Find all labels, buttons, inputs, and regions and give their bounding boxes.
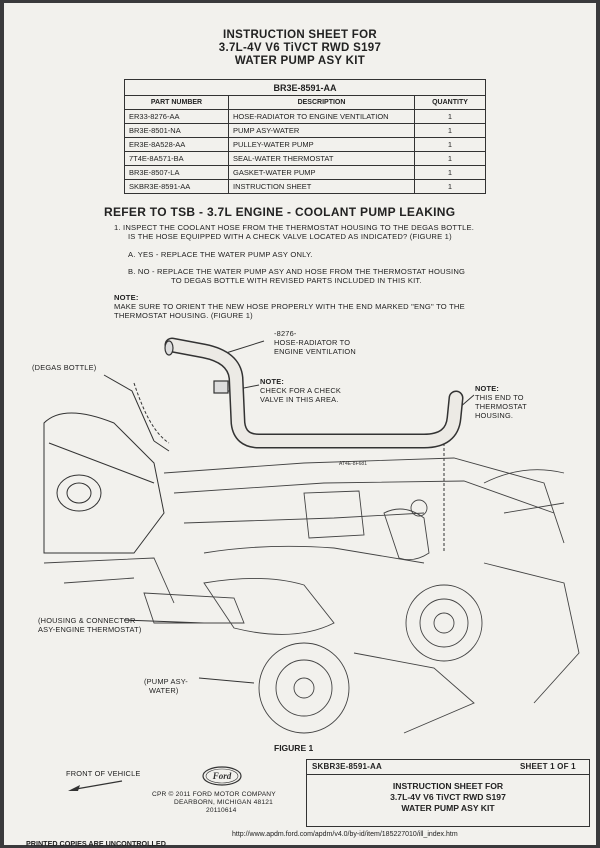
part-number-cell: ER3E-8A528-AA <box>125 138 229 152</box>
tsb-heading: REFER TO TSB - 3.7L ENGINE - COOLANT PUMP LEAKING <box>104 205 456 219</box>
degas-bottle-label: (DEGAS BOTTLE) <box>32 363 97 372</box>
description-cell: HOSE-RADIATOR TO ENGINE VENTILATION <box>229 110 415 124</box>
pump-leader-line <box>199 678 254 683</box>
title-block-line2: 3.7L-4V V6 TiVCT RWD S197 <box>390 792 506 802</box>
col-quantity: QUANTITY <box>415 96 486 110</box>
part-number-cell: SKBR3E-8591-AA <box>125 180 229 194</box>
title-block-line1: INSTRUCTION SHEET FOR <box>392 781 504 791</box>
ford-logo <box>202 766 242 786</box>
part-number-cell: BR3E-8501-NA <box>125 124 229 138</box>
pump-label-line2: WATER) <box>149 686 179 695</box>
table-row <box>125 166 486 180</box>
hose-callout-line3: ENGINE VENTILATION <box>274 347 356 356</box>
description-cell: SEAL-WATER THERMOSTAT <box>229 152 415 166</box>
pump-label-line1: (PUMP ASY- <box>144 677 188 686</box>
check-note-line1: CHECK FOR A CHECK <box>260 386 342 395</box>
copyright-date: 20110614 <box>206 807 237 814</box>
hose-callout-line1: -8276- <box>274 329 297 338</box>
housing-label-line1: (HOUSING & CONNECTOR <box>38 616 136 625</box>
sheet-title <box>4 29 596 68</box>
figure-caption: FIGURE 1 <box>274 743 314 753</box>
description-cell: GASKET-WATER PUMP <box>229 166 415 180</box>
quantity-cell: 1 <box>415 180 486 194</box>
check-note-label: NOTE: <box>260 377 284 386</box>
footer-url: http://www.apdm.ford.com/apdm/v4.0/by-id/item/185227010/ill_index.htm <box>232 831 458 838</box>
quantity-cell: 1 <box>415 166 486 180</box>
degas-bottle <box>44 413 169 553</box>
note-line2: THERMOSTAT HOUSING. (FIGURE 1) <box>114 311 253 320</box>
housing-label-line2: ASY-ENGINE THERMOSTAT) <box>38 625 142 634</box>
kit-number: BR3E-8591-AA <box>125 80 486 96</box>
step1-option-a: A. YES - REPLACE THE WATER PUMP ASY ONLY. <box>128 250 313 259</box>
end-note-label: NOTE: <box>475 384 499 393</box>
end-note-line3: HOUSING. <box>475 411 514 420</box>
part-number-cell: BR3E-8507-LA <box>125 166 229 180</box>
quantity-cell: 1 <box>415 138 486 152</box>
part-number-cell: ER33-8276-AA <box>125 110 229 124</box>
copyright-line1: CPR © 2011 FORD MOTOR COMPANY <box>152 791 276 798</box>
title-block-line3: WATER PUMP ASY KIT <box>401 803 495 813</box>
step1-option-b-line2: TO DEGAS BOTTLE WITH REVISED PARTS INCLUDED IN THIS KIT. <box>171 276 422 285</box>
quantity-cell: 1 <box>415 124 486 138</box>
step1-option-b-line1: B. NO - REPLACE THE WATER PUMP ASY AND HOSE FROM THE THERMOSTAT HOUSING <box>128 267 466 276</box>
table-row <box>125 152 486 166</box>
col-part-number: PART NUMBER <box>125 96 229 110</box>
engine-tag-text <box>339 461 367 467</box>
description-cell: PUMP ASY-WATER <box>229 124 415 138</box>
table-row <box>125 124 486 138</box>
svg-text:Ford: Ford <box>212 771 232 781</box>
instruction-sheet <box>4 3 596 848</box>
hose-callout-line2: HOSE-RADIATOR TO <box>274 338 351 347</box>
sheet-code: SKBR3E-8591-AA <box>312 762 382 771</box>
step1-line2: IS THE HOSE EQUIPPED WITH A CHECK VALVE LOCATED AS INDICATED? (FIGURE 1) <box>128 232 452 241</box>
degas-leader-line <box>104 375 154 441</box>
table-row <box>125 110 486 124</box>
title-line-2: 3.7L-4V V6 TiVCT RWD S197 <box>218 42 382 54</box>
end-note-line1: THIS END TO <box>475 393 524 402</box>
table-row <box>125 180 486 194</box>
copyright-line2: DEARBORN, MICHIGAN 48121 <box>174 799 273 806</box>
front-of-vehicle-label: FRONT OF VEHICLE <box>66 769 141 778</box>
quantity-cell: 1 <box>415 110 486 124</box>
thermostat-housing-outline <box>204 578 334 634</box>
description-cell: INSTRUCTION SHEET <box>229 180 415 194</box>
check-valve-clip <box>214 381 228 393</box>
check-note-line2: VALVE IN THIS AREA. <box>260 395 339 404</box>
title-line-3: WATER PUMP ASY KIT <box>234 55 366 67</box>
parts-table <box>124 79 486 194</box>
title-block-text <box>306 781 590 814</box>
quantity-cell: 1 <box>415 152 486 166</box>
svg-text:AT4E-8F681: AT4E-8F681 <box>339 461 367 467</box>
water-pump-pulley-outline <box>259 643 349 733</box>
col-description: DESCRIPTION <box>229 96 415 110</box>
part-number-cell: 7T4E-8A571-BA <box>125 152 229 166</box>
table-row <box>125 138 486 152</box>
description-cell: PULLEY-WATER PUMP <box>229 138 415 152</box>
sheet-number: SHEET 1 OF 1 <box>520 762 576 771</box>
hose-leader-line <box>226 341 264 353</box>
step1-line1: 1. INSPECT THE COOLANT HOSE FROM THE THERMOSTAT HOUSING TO THE DEGAS BOTTLE. <box>114 223 475 232</box>
end-note-line2: THERMOSTAT <box>475 402 527 411</box>
note-line1: MAKE SURE TO ORIENT THE NEW HOSE PROPERLY WITH THE END MARKED "ENG" TO THE <box>114 302 465 311</box>
front-arrow-icon <box>64 779 124 793</box>
note-label: NOTE: <box>114 293 139 302</box>
uncontrolled-notice: PRINTED COPIES ARE UNCONTROLLED <box>26 839 166 848</box>
engine-outline <box>44 458 579 733</box>
title-line-1: INSTRUCTION SHEET FOR <box>223 29 377 41</box>
